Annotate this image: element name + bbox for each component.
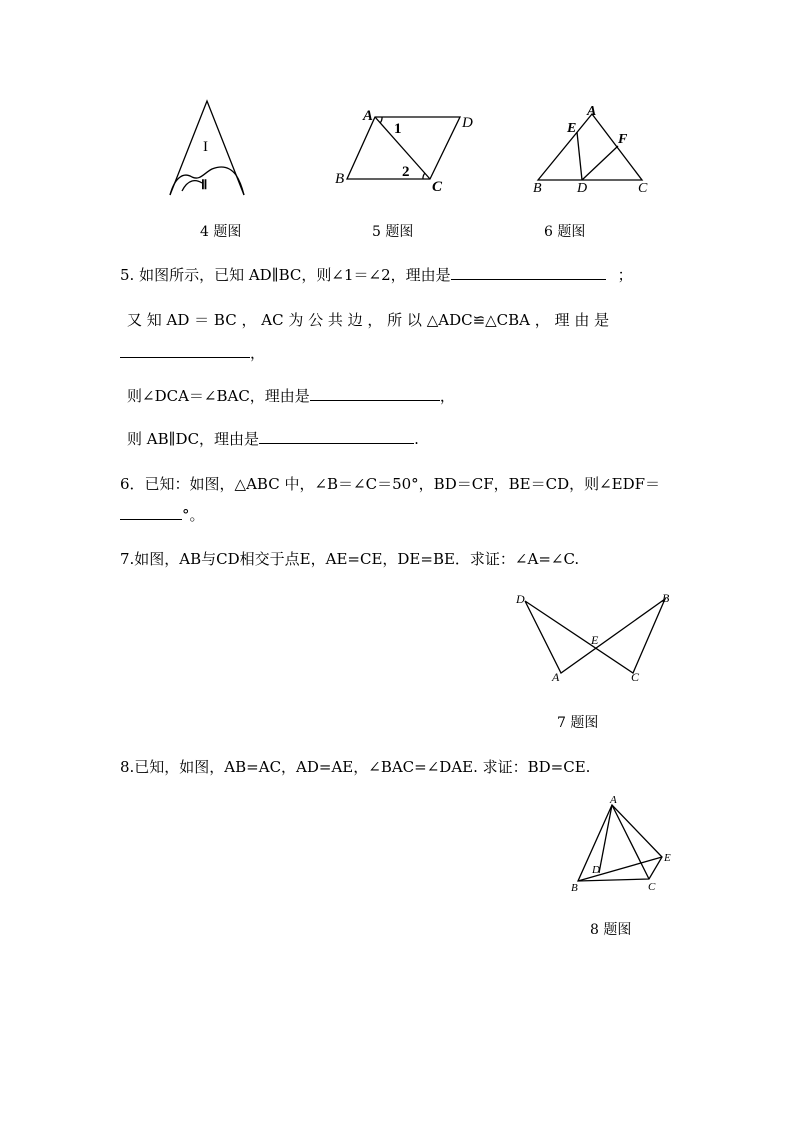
figure-5 <box>330 105 480 195</box>
q5-line4-end: ， <box>439 387 455 405</box>
q5-line5 <box>127 429 419 449</box>
q5-blank-1[interactable] <box>451 265 606 280</box>
vertex-B: B <box>533 181 542 195</box>
q6-line2-end: °。 <box>182 506 205 524</box>
figure-7-caption: 7 题图 <box>557 715 599 731</box>
q6-line1-text: 6．已知：如图，△ABC 中，∠B＝∠C＝50°，BD＝CF，BE＝CD，则∠EDF＝ <box>120 475 661 493</box>
q7-text: 7.如图，AB与CD相交于点E，AE=CE，DE=BE．求证：∠A=∠C. <box>120 550 580 568</box>
figure-4-caption: 4 题图 <box>200 224 242 240</box>
vertex-A: A <box>587 104 597 119</box>
vertex-E: E <box>567 121 577 136</box>
angle-1-label: 1 <box>394 121 402 137</box>
vertex-C: C <box>648 881 656 893</box>
q8-text: 8.已知，如图，AB=AC，AD=AE，∠BAC=∠DAE. 求证：BD=CE. <box>120 758 591 776</box>
q5-line5-end: . <box>414 430 419 448</box>
region-label-2: Ⅱ <box>201 177 208 192</box>
vertex-D: D <box>577 181 588 195</box>
figure-8 <box>565 795 685 895</box>
vertex-B: B <box>571 882 578 894</box>
q5-line2-text: 又 知 AD ＝ BC ， AC 为 公 共 边 ， 所 以 △ADC≌△CBA ， 理 由 是 <box>127 311 610 329</box>
figure-6 <box>530 100 660 195</box>
angle-2-label: 2 <box>402 164 410 180</box>
q6-line2 <box>120 505 205 525</box>
q5-blank-4[interactable] <box>259 429 414 444</box>
q6-blank[interactable] <box>120 505 182 520</box>
vertex-F: F <box>618 132 628 147</box>
region-label-1: I <box>203 139 208 155</box>
vertex-D: D <box>592 864 600 876</box>
figure-6-caption: 6 题图 <box>544 224 586 240</box>
q5-line3 <box>120 343 265 363</box>
vertex-A: A <box>610 795 617 806</box>
vertex-D: D <box>516 592 525 606</box>
vertex-E: E <box>664 852 671 864</box>
figure-7 <box>505 585 680 690</box>
q5-line4-text: 则∠DCA＝∠BAC，理由是 <box>127 387 310 405</box>
vertex-D: D <box>462 115 473 131</box>
figure-8-caption: 8 题图 <box>590 922 632 938</box>
vertex-E: E <box>591 633 599 647</box>
vertex-B: B <box>335 171 345 187</box>
figure-4 <box>160 95 260 205</box>
vertex-C: C <box>638 181 648 195</box>
vertex-C: C <box>631 670 640 684</box>
figure-5-caption: 5 题图 <box>372 224 414 240</box>
q5-line1 <box>120 265 633 285</box>
vertex-A: A <box>363 108 374 124</box>
q5-line1-end: ； <box>617 266 633 284</box>
vertex-C: C <box>432 179 443 195</box>
q5-line1-text: 5. 如图所示，已知 AD∥BC，则∠1＝∠2，理由是 <box>120 266 451 284</box>
q5-line3-end: ， <box>250 344 266 362</box>
vertex-A: A <box>552 670 560 684</box>
q5-line5-text: 则 AB∥DC，理由是 <box>127 430 260 448</box>
q6-line1 <box>120 474 660 494</box>
q5-blank-3[interactable] <box>310 386 440 401</box>
vertex-B: B <box>662 591 670 605</box>
q5-line2 <box>127 310 609 330</box>
q5-line4 <box>127 386 455 406</box>
q5-blank-2[interactable] <box>120 343 250 358</box>
